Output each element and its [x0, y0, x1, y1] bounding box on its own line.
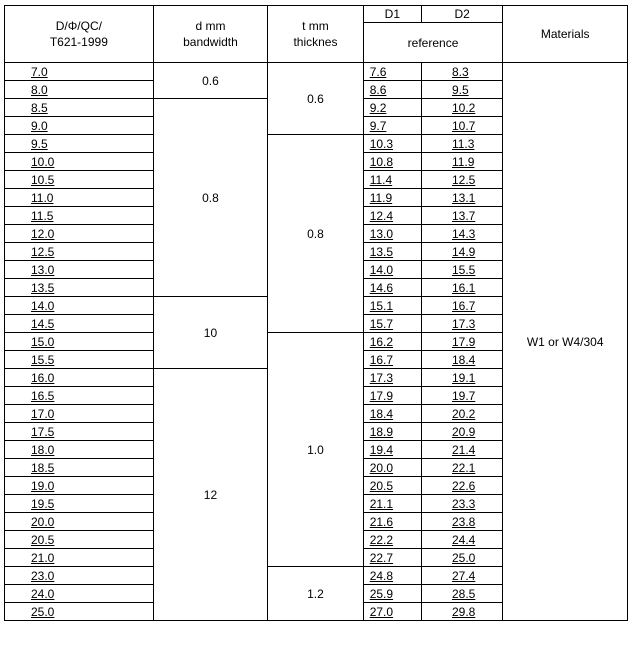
- nominal-diameter-cell: 16.0: [5, 369, 154, 387]
- d1-reference-cell: 9.2: [363, 99, 421, 117]
- d1-reference-cell: 10.8: [363, 153, 421, 171]
- nominal-diameter-cell: 10.0: [5, 153, 154, 171]
- d1-reference-cell: 21.6: [363, 513, 421, 531]
- nominal-diameter-cell: 13.5: [5, 279, 154, 297]
- nominal-diameter-cell: 19.0: [5, 477, 154, 495]
- d1-reference-cell: 19.4: [363, 441, 421, 459]
- nominal-diameter-cell: 15.5: [5, 351, 154, 369]
- d1-reference-cell: 13.5: [363, 243, 421, 261]
- header-d: [5, 6, 154, 63]
- d1-reference-cell: 20.5: [363, 477, 421, 495]
- d2-reference-cell: 13.7: [421, 207, 502, 225]
- d2-reference-cell: 17.9: [421, 333, 502, 351]
- header-materials: Materials: [503, 6, 628, 63]
- d1-reference-cell: 21.1: [363, 495, 421, 513]
- d2-reference-cell: 16.1: [421, 279, 502, 297]
- table-body: [5, 63, 628, 621]
- bandwidth-cell: 0.8: [153, 99, 268, 297]
- d1-reference-cell: 22.2: [363, 531, 421, 549]
- d2-reference-cell: 23.8: [421, 513, 502, 531]
- nominal-diameter-cell: 8.5: [5, 99, 154, 117]
- nominal-diameter-cell: 8.0: [5, 81, 154, 99]
- d2-reference-cell: 8.3: [421, 63, 502, 81]
- header-thickness-line1: t mm: [302, 19, 329, 33]
- d1-reference-cell: 20.0: [363, 459, 421, 477]
- d2-reference-cell: 21.4: [421, 441, 502, 459]
- d1-reference-cell: 11.4: [363, 171, 421, 189]
- header-bandwidth: [153, 6, 268, 63]
- d2-reference-cell: 14.9: [421, 243, 502, 261]
- d2-reference-cell: 12.5: [421, 171, 502, 189]
- d1-reference-cell: 15.7: [363, 315, 421, 333]
- d1-reference-cell: 15.1: [363, 297, 421, 315]
- nominal-diameter-cell: 12.0: [5, 225, 154, 243]
- d2-reference-cell: 15.5: [421, 261, 502, 279]
- d1-reference-cell: 9.7: [363, 117, 421, 135]
- nominal-diameter-cell: 14.5: [5, 315, 154, 333]
- d2-reference-cell: 23.3: [421, 495, 502, 513]
- d1-reference-cell: 25.9: [363, 585, 421, 603]
- nominal-diameter-cell: 11.5: [5, 207, 154, 225]
- nominal-diameter-cell: 17.5: [5, 423, 154, 441]
- d2-reference-cell: 22.6: [421, 477, 502, 495]
- d1-reference-cell: 17.9: [363, 387, 421, 405]
- nominal-diameter-cell: 25.0: [5, 603, 154, 621]
- d1-reference-cell: 17.3: [363, 369, 421, 387]
- nominal-diameter-cell: 20.5: [5, 531, 154, 549]
- d1-reference-cell: 14.6: [363, 279, 421, 297]
- nominal-diameter-cell: 21.0: [5, 549, 154, 567]
- d2-reference-cell: 20.9: [421, 423, 502, 441]
- specification-table: [4, 5, 628, 621]
- nominal-diameter-cell: 18.0: [5, 441, 154, 459]
- d1-reference-cell: 12.4: [363, 207, 421, 225]
- d1-reference-cell: 7.6: [363, 63, 421, 81]
- d2-reference-cell: 19.7: [421, 387, 502, 405]
- d1-reference-cell: 22.7: [363, 549, 421, 567]
- d2-reference-cell: 18.4: [421, 351, 502, 369]
- header-d-line2: T621-1999: [49, 35, 108, 49]
- thickness-cell: 1.2: [268, 567, 363, 621]
- header-reference: reference: [363, 23, 503, 63]
- thickness-cell: 1.0: [268, 333, 363, 567]
- table-row: [5, 63, 628, 81]
- d2-reference-cell: 22.1: [421, 459, 502, 477]
- d2-reference-cell: 14.3: [421, 225, 502, 243]
- d1-reference-cell: 10.3: [363, 135, 421, 153]
- d2-reference-cell: 17.3: [421, 315, 502, 333]
- d2-reference-cell: 10.2: [421, 99, 502, 117]
- header-d-line1: D/Φ/QC/: [55, 19, 102, 33]
- nominal-diameter-cell: 9.5: [5, 135, 154, 153]
- thickness-cell: 0.8: [268, 135, 363, 333]
- header-d2: D2: [421, 6, 502, 23]
- header-bandwidth-line1: d mm: [195, 19, 226, 33]
- d1-reference-cell: 18.4: [363, 405, 421, 423]
- bandwidth-cell: 10: [153, 297, 268, 369]
- header-thickness-line2: thicknes: [293, 35, 338, 49]
- d1-reference-cell: 14.0: [363, 261, 421, 279]
- nominal-diameter-cell: 7.0: [5, 63, 154, 81]
- d2-reference-cell: 10.7: [421, 117, 502, 135]
- d2-reference-cell: 9.5: [421, 81, 502, 99]
- nominal-diameter-cell: 20.0: [5, 513, 154, 531]
- nominal-diameter-cell: 17.0: [5, 405, 154, 423]
- nominal-diameter-cell: 14.0: [5, 297, 154, 315]
- d2-reference-cell: 27.4: [421, 567, 502, 585]
- materials-cell: W1 or W4/304: [503, 63, 628, 621]
- nominal-diameter-cell: 24.0: [5, 585, 154, 603]
- nominal-diameter-cell: 19.5: [5, 495, 154, 513]
- header-d1: D1: [363, 6, 421, 23]
- d1-reference-cell: 16.2: [363, 333, 421, 351]
- d2-reference-cell: 20.2: [421, 405, 502, 423]
- d2-reference-cell: 13.1: [421, 189, 502, 207]
- d1-reference-cell: 13.0: [363, 225, 421, 243]
- header-thickness: [268, 6, 363, 63]
- d2-reference-cell: 24.4: [421, 531, 502, 549]
- d2-reference-cell: 28.5: [421, 585, 502, 603]
- nominal-diameter-cell: 13.0: [5, 261, 154, 279]
- nominal-diameter-cell: 10.5: [5, 171, 154, 189]
- d2-reference-cell: 11.9: [421, 153, 502, 171]
- nominal-diameter-cell: 18.5: [5, 459, 154, 477]
- bandwidth-cell: 0.6: [153, 63, 268, 99]
- d1-reference-cell: 27.0: [363, 603, 421, 621]
- d1-reference-cell: 16.7: [363, 351, 421, 369]
- d1-reference-cell: 18.9: [363, 423, 421, 441]
- d2-reference-cell: 16.7: [421, 297, 502, 315]
- nominal-diameter-cell: 11.0: [5, 189, 154, 207]
- d2-reference-cell: 25.0: [421, 549, 502, 567]
- nominal-diameter-cell: 9.0: [5, 117, 154, 135]
- d1-reference-cell: 11.9: [363, 189, 421, 207]
- nominal-diameter-cell: 16.5: [5, 387, 154, 405]
- nominal-diameter-cell: 12.5: [5, 243, 154, 261]
- nominal-diameter-cell: 15.0: [5, 333, 154, 351]
- d2-reference-cell: 19.1: [421, 369, 502, 387]
- thickness-cell: 0.6: [268, 63, 363, 135]
- header-bandwidth-line2: bandwidth: [183, 35, 238, 49]
- d1-reference-cell: 8.6: [363, 81, 421, 99]
- bandwidth-cell: 12: [153, 369, 268, 621]
- d2-reference-cell: 11.3: [421, 135, 502, 153]
- nominal-diameter-cell: 23.0: [5, 567, 154, 585]
- d1-reference-cell: 24.8: [363, 567, 421, 585]
- d2-reference-cell: 29.8: [421, 603, 502, 621]
